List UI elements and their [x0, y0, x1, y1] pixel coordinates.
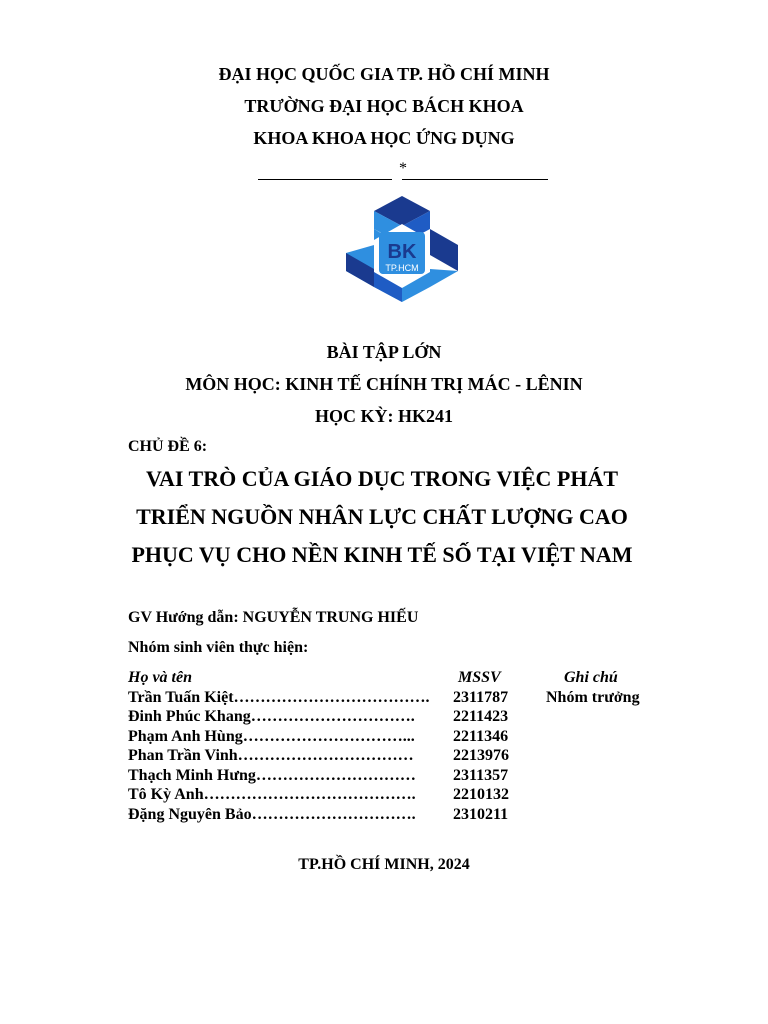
group-label: Nhóm sinh viên thực hiện: [128, 639, 309, 656]
member-id: 2213976 [453, 747, 509, 764]
advisor: GV Hướng dẫn: NGUYỄN TRUNG HIẾU [128, 609, 419, 626]
logo-text-sub: TP.HCM [385, 263, 419, 273]
logo-text-main: BK [387, 241, 417, 263]
header-divider [258, 160, 548, 182]
place-and-year: TP.HỒ CHÍ MINH, 2024 [298, 856, 470, 873]
member-name: Đặng Nguyên Bảo…………………………. [128, 805, 416, 823]
table-row [128, 707, 688, 727]
assignment-type: BÀI TẬP LỚN [326, 342, 442, 362]
header-id: MSSV [458, 669, 501, 686]
topic-title-line-3: PHỤC VỤ CHO NỀN KINH TẾ SỐ TẠI VIỆT NAM [131, 542, 633, 567]
table-row [128, 805, 688, 825]
university-name: ĐẠI HỌC QUỐC GIA TP. HỒ CHÍ MINH [218, 64, 550, 84]
school-name: TRƯỜNG ĐẠI HỌC BÁCH KHOA [244, 96, 524, 116]
table-header-row [128, 668, 688, 688]
member-name: Thạch Minh Hưng………………………… [128, 766, 416, 784]
member-note: Nhóm trưởng [546, 688, 640, 706]
term: HỌC KỲ: HK241 [315, 406, 453, 426]
topic-title-line-2: TRIỂN NGUỒN NHÂN LỰC CHẤT LƯỢNG CAO [136, 504, 628, 529]
member-name: Đinh Phúc Khang…………………………. [128, 708, 415, 725]
table-row [128, 785, 688, 805]
topic-title-line-1: VAI TRÒ CỦA GIÁO DỤC TRONG VIỆC PHÁT [145, 466, 619, 491]
topic-label: CHỦ ĐỀ 6: [128, 438, 208, 455]
member-id: 2311787 [453, 688, 509, 706]
subject-name: MÔN HỌC: KINH TẾ CHÍNH TRỊ MÁC - LÊNIN [185, 374, 583, 394]
member-name: Phạm Anh Hùng…………………………... [128, 727, 415, 745]
bk-logo [346, 194, 458, 304]
member-id: 2310211 [453, 805, 509, 823]
member-name: Phan Trần Vinh…………………………… [128, 747, 414, 764]
member-name: Trần Tuấn Kiệt………………………………. [128, 688, 430, 706]
table-row [128, 727, 688, 747]
member-id: 2211346 [453, 727, 509, 745]
divider-star: * [399, 160, 407, 177]
bk-logo-icon [346, 194, 458, 304]
faculty-name: KHOA KHOA HỌC ỨNG DỤNG [253, 128, 515, 148]
member-name: Tô Kỳ Anh…………………………………. [128, 786, 416, 803]
member-id: 2210132 [453, 786, 509, 803]
members-table [128, 668, 688, 824]
member-id: 2211423 [453, 708, 509, 725]
table-row [128, 688, 688, 708]
divider-line-right [402, 179, 548, 180]
divider-line-left [258, 179, 392, 180]
header-note: Ghi chú [564, 669, 618, 686]
member-id: 2311357 [453, 766, 509, 784]
header-name: Họ và tên [128, 669, 192, 686]
table-row [128, 746, 688, 766]
table-row [128, 766, 688, 786]
